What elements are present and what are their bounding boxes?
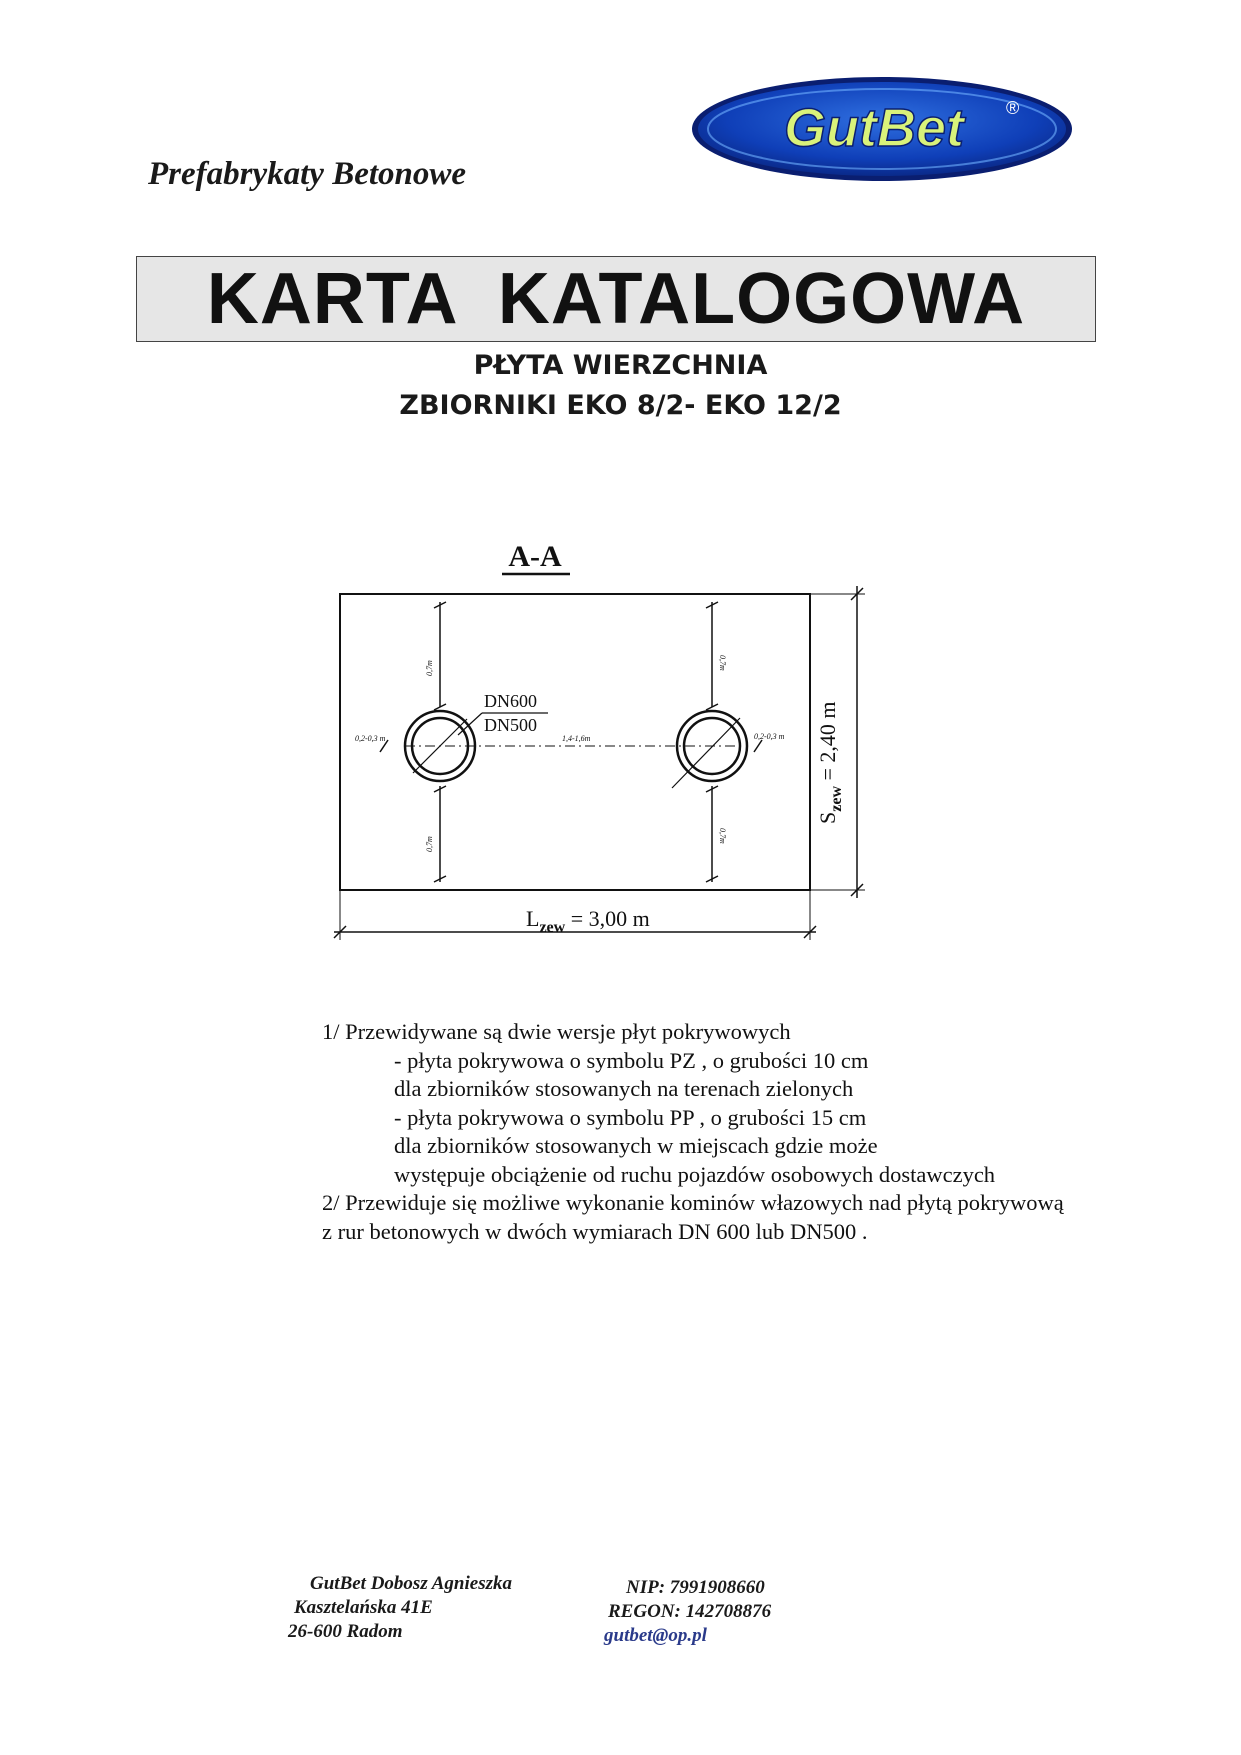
footer-registry [604, 1576, 772, 1648]
width-label [815, 701, 845, 824]
footer-email: gutbet@op.pl [604, 1625, 707, 1646]
manhole-right [672, 711, 747, 788]
note-line: występuje obciążenie od ruchu pojazdów osobowych dostawczych [394, 1161, 996, 1187]
manhole-left [405, 711, 475, 781]
subheading-product: PŁYTA WIERZCHNIA [473, 350, 768, 381]
dim-between: 1,4-1,6m [562, 734, 591, 743]
title-box [136, 256, 1096, 342]
note-line: z rur betonowych w dwóch wymiarach DN 600 lub DN500 . [322, 1218, 868, 1244]
gutbet-logo [688, 74, 1076, 184]
footer-regon: REGON: 142708876 [608, 1601, 772, 1622]
footer-city: 26-600 Radom [288, 1621, 403, 1642]
length-value: = 3,00 m [565, 906, 650, 931]
footer-company: GutBet Dobosz Agnieszka [310, 1573, 512, 1594]
slab-drawing [320, 530, 880, 960]
section-label: A-A [508, 540, 562, 573]
dim-edge-left: 0,2-0,3 m [355, 734, 386, 743]
note-line: - płyta pokrywowa o symbolu PZ , o grubości 10 cm [394, 1047, 869, 1073]
dim-vert-top-right: 0,7m [718, 655, 727, 671]
note-line: - płyta pokrywowa o symbolu PP , o grubości 15 cm [394, 1104, 867, 1130]
note-line: dla zbiorników stosowanych w miejscach gdzie może [394, 1133, 878, 1158]
subheading-tanks: ZBIORNIKI EKO 8/2- EKO 12/2 [399, 390, 842, 421]
footer-nip: NIP: 7991908660 [626, 1577, 765, 1598]
company-tagline: Prefabrykaty Betonowe [148, 156, 467, 192]
note-line: 2/ Przewiduje się możliwe wykonanie kominów włazowych nad płytą pokrywową [322, 1190, 1064, 1215]
length-sub: zew [539, 919, 566, 936]
width-value: = 2,40 m [815, 701, 840, 786]
footer-street: Kasztelańska 41E [294, 1597, 433, 1618]
page-title: KARTA KATALOGOWA [206, 259, 1026, 339]
length-symbol: L [526, 906, 540, 931]
footer-address [288, 1572, 512, 1644]
note-line: dla zbiorników stosowanych na terenach zielonych [394, 1076, 854, 1101]
width-sub: zew [828, 785, 845, 812]
note-line: 1/ Przewidywane są dwie wersje płyt pokrywowych [322, 1019, 791, 1044]
notes-block [322, 1018, 1064, 1246]
pipe-label-dn500: DN500 [484, 715, 537, 735]
dim-vert-bottom-right: 0,7m [718, 828, 727, 844]
dim-vert-top-left: 0,7m [425, 660, 434, 676]
dim-vert-bottom-left: 0,7m [425, 836, 434, 852]
dim-edge-right: 0,2-0,3 m [754, 732, 785, 741]
logo-text: GutBet [784, 98, 964, 158]
registered-mark: ® [1006, 98, 1020, 118]
pipe-label-dn600: DN600 [484, 691, 537, 711]
width-symbol: S [815, 811, 840, 824]
